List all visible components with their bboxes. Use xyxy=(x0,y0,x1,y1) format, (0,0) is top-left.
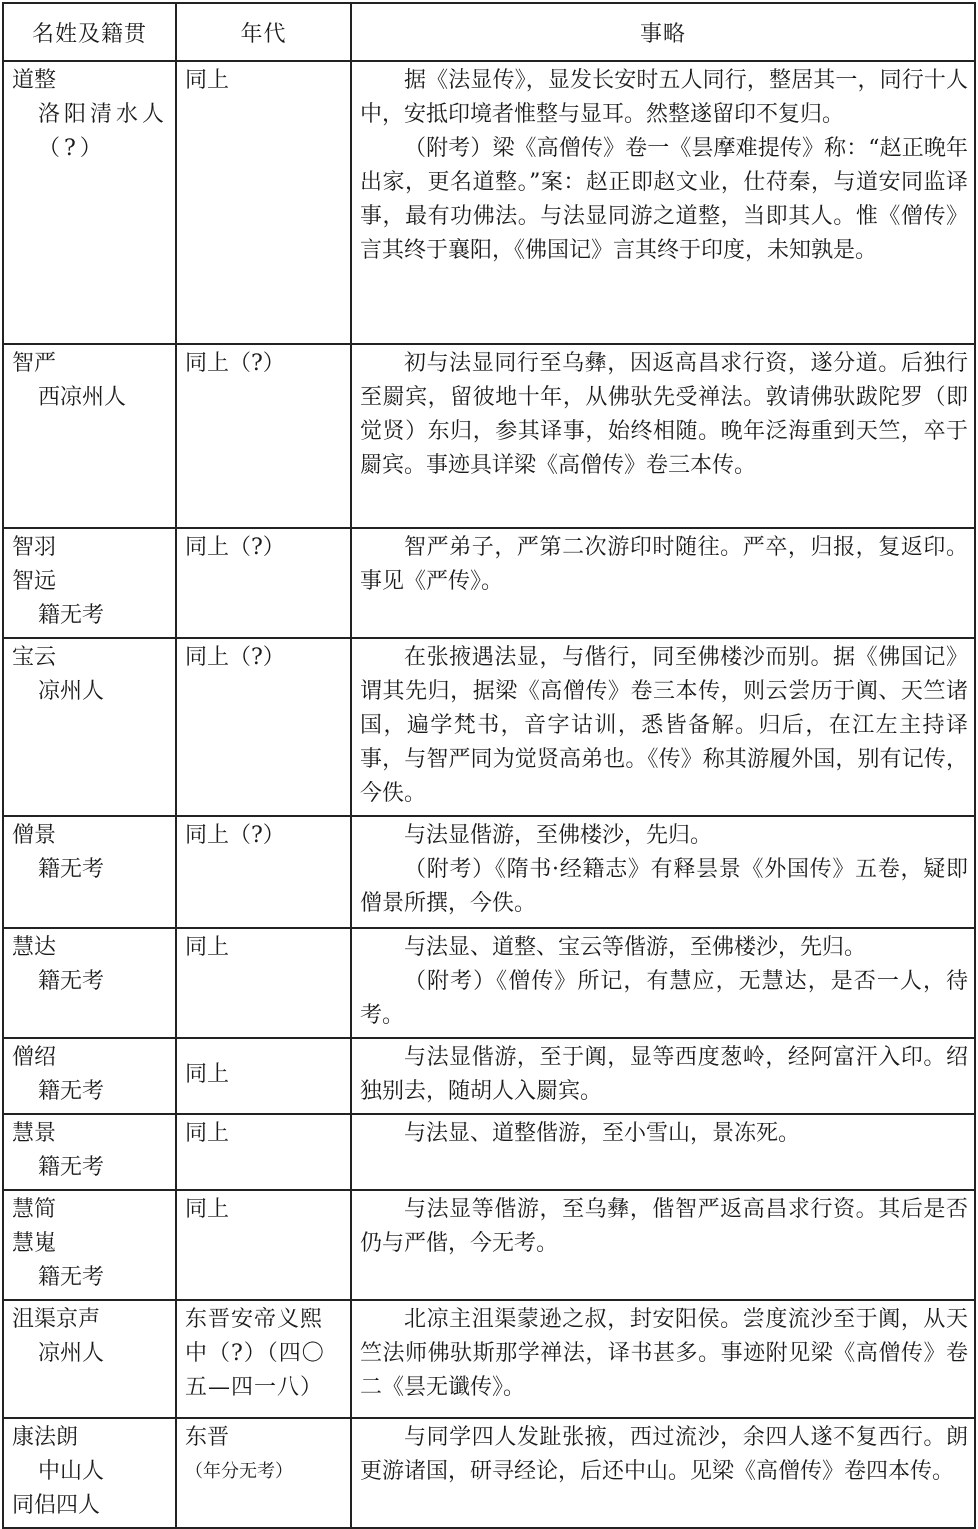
name-cell xyxy=(3,61,176,344)
table-row xyxy=(3,344,975,528)
summary-paragraph: 与法显、道整偕游，至小雪山，景冻死。 xyxy=(404,1121,801,1146)
era-cell: 同上 xyxy=(176,1114,351,1190)
table-row xyxy=(3,1038,975,1114)
name-cell xyxy=(3,344,176,528)
note-paragraph: （附考）《隋书·经籍志》有释昙景《外国传》五卷，疑即僧景所撰，今佚。 xyxy=(360,857,968,916)
summary-paragraph: 据《法显传》，显发长安时五人同行，整居其一，同行十人中，安抵印境者惟整与显耳。然整遂留印不复归。 xyxy=(360,68,968,127)
summary-cell xyxy=(351,1190,975,1300)
name-cell xyxy=(3,1038,176,1114)
summary-paragraph: 与法显、道整、宝云等偕游，至佛楼沙，先归。 xyxy=(404,935,867,960)
era-cell: 同上（?） xyxy=(176,638,351,816)
summary-cell xyxy=(351,1418,975,1528)
origin: 籍无考 xyxy=(38,969,105,994)
name-cell xyxy=(3,1114,176,1190)
header-era: 年代 xyxy=(176,3,351,61)
era-cell: 同上 xyxy=(176,928,351,1038)
summary-cell xyxy=(351,928,975,1038)
era-cell: 东晋安帝义熙中（?）（四〇五—四一八） xyxy=(176,1300,351,1418)
origin: 西凉州人 xyxy=(38,385,127,410)
summary-paragraph: 在张掖遇法显，与偕行，同至佛楼沙而别。据《佛国记》谓其先归，据梁《高僧传》卷三本传，则云尝历于阗、天竺诸国，遍学梵书，音字诂训，悉皆备解。归后，在江左主持译事，与智严同为觉贤高弟也。《传》称其游履外国，别有记传，今佚。 xyxy=(360,645,968,806)
table-row xyxy=(3,1418,975,1528)
origin: 籍无考 xyxy=(38,1155,105,1180)
origin: 籍无考 xyxy=(38,603,105,628)
table-row xyxy=(3,928,975,1038)
name-cell xyxy=(3,1190,176,1300)
table-row xyxy=(3,1300,975,1418)
summary-cell xyxy=(351,344,975,528)
era-cell: 同上（?） xyxy=(176,816,351,928)
monk-name: 智远 xyxy=(12,569,57,594)
table-header-row xyxy=(3,3,975,61)
origin: 籍无考 xyxy=(38,1079,105,1104)
summary-cell xyxy=(351,1114,975,1190)
monk-name: 康法朗 xyxy=(12,1425,79,1450)
era-note: （年分无考） xyxy=(185,1461,293,1482)
summary-paragraph: 与法显偕游，至佛楼沙，先归。 xyxy=(404,823,713,848)
era-cell: 同上 xyxy=(176,1038,351,1114)
era-cell xyxy=(176,1418,351,1528)
name-cell xyxy=(3,816,176,928)
table-row xyxy=(3,1114,975,1190)
origin: 中山人 xyxy=(38,1459,105,1484)
note-paragraph: （附考）《僧传》所记，有慧应，无慧达，是否一人，待考。 xyxy=(360,969,968,1028)
monk-name: 道整 xyxy=(12,68,57,93)
era-cell: 同上 xyxy=(176,61,351,344)
monk-name: 慧达 xyxy=(12,935,57,960)
table-row xyxy=(3,1190,975,1300)
name-cell xyxy=(3,1418,176,1528)
name-cell xyxy=(3,638,176,816)
summary-paragraph: 智严弟子，严第二次游印时随往。严卒，归报，复返印。事见《严传》。 xyxy=(360,535,968,594)
era-cell: 同上 xyxy=(176,1190,351,1300)
monk-name: 慧嵬 xyxy=(12,1231,57,1256)
summary-paragraph: 初与法显同行至乌彝，因返高昌求行资，遂分道。后独行至罽宾，留彼地十年，从佛驮先受禅法。敦请佛驮跋陀罗（即觉贤）东归，参其译事，始终相随。晚年泛海重到天竺，卒于罽宾。事迹具详梁《高僧传》卷三本传。 xyxy=(360,351,968,478)
origin: 洛阳清水人（?） xyxy=(38,102,169,161)
table-row xyxy=(3,816,975,928)
monk-name: 宝云 xyxy=(12,645,57,670)
header-summary: 事略 xyxy=(351,3,975,61)
origin: 凉州人 xyxy=(38,1341,105,1366)
summary-cell xyxy=(351,528,975,638)
name-cell xyxy=(3,1300,176,1418)
name-cell xyxy=(3,528,176,638)
table-row xyxy=(3,528,975,638)
summary-paragraph: 与法显等偕游，至乌彝，偕智严返高昌求行资。其后是否仍与严偕，今无考。 xyxy=(360,1197,968,1256)
summary-paragraph: 与同学四人发趾张掖，西过流沙，余四人遂不复西行。朗更游诸国，研寻经论，后还中山。见梁《高僧传》卷四本传。 xyxy=(360,1425,968,1484)
summary-cell xyxy=(351,61,975,344)
monk-name: 沮渠京声 xyxy=(12,1307,101,1332)
summary-cell xyxy=(351,1038,975,1114)
monk-name: 慧简 xyxy=(12,1197,57,1222)
monk-name: 僧绍 xyxy=(12,1045,57,1070)
document-page xyxy=(2,2,974,1529)
origin: 籍无考 xyxy=(38,857,105,882)
name-cell xyxy=(3,928,176,1038)
header-name-origin: 名姓及籍贯 xyxy=(3,3,176,61)
origin: 凉州人 xyxy=(38,679,105,704)
companions: 同侣四人 xyxy=(12,1493,101,1518)
summary-cell xyxy=(351,816,975,928)
monk-name: 僧景 xyxy=(12,823,57,848)
origin: 籍无考 xyxy=(38,1265,105,1290)
table-row xyxy=(3,61,975,344)
era-main: 东晋 xyxy=(185,1425,230,1450)
summary-paragraph: 与法显偕游，至于阗，显等西度葱岭，经阿富汗入印。绍独别去，随胡人入罽宾。 xyxy=(360,1045,968,1104)
era-cell: 同上（?） xyxy=(176,528,351,638)
monk-name: 慧景 xyxy=(12,1121,57,1146)
era-cell: 同上（?） xyxy=(176,344,351,528)
note-paragraph: （附考）梁《高僧传》卷一《昙摩难提传》称：“赵正晚年出家，更名道整。”案：赵正即赵文业，仕苻秦，与道安同监译事，最有功佛法。与法显同游之道整，当即其人。惟《僧传》言其终于襄阳，《佛国记》言其终于印度，未知孰是。 xyxy=(360,136,968,263)
monk-name: 智严 xyxy=(12,351,57,376)
summary-paragraph: 北凉主沮渠蒙逊之叔，封安阳侯。尝度流沙至于阗，从天竺法师佛驮斯那学禅法，译书甚多。事迹附见梁《高僧传》卷二《昙无谶传》。 xyxy=(360,1307,968,1400)
monk-name: 智羽 xyxy=(12,535,57,560)
summary-cell xyxy=(351,638,975,816)
summary-cell xyxy=(351,1300,975,1418)
biography-table xyxy=(2,2,976,1529)
table-row xyxy=(3,638,975,816)
